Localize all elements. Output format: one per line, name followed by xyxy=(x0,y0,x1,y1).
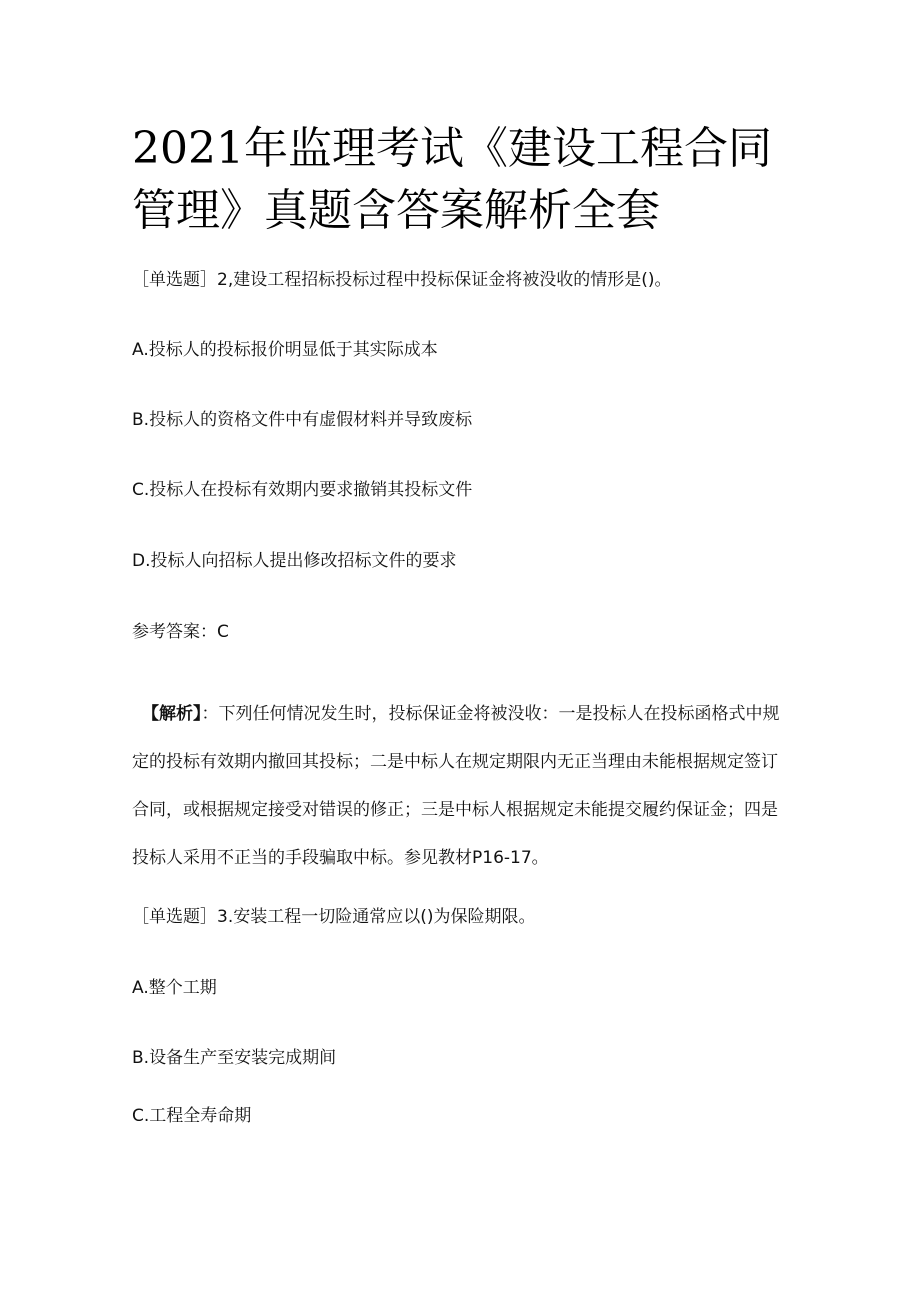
question-3-option-a: A.整个工期 xyxy=(132,978,217,998)
question-2-analysis xyxy=(132,690,794,882)
question-2-stem: ［单选题］2,建设工程招标投标过程中投标保证金将被没收的情形是()。 xyxy=(132,270,672,290)
question-2-option-d: D.投标人向招标人提出修改招标文件的要求 xyxy=(132,551,457,571)
question-3-stem: ［单选题］3.安装工程一切险通常应以()为保险期限。 xyxy=(132,907,536,927)
question-2-answer: 参考答案：C xyxy=(132,622,229,642)
question-2-option-b: B.投标人的资格文件中有虚假材料并导致废标 xyxy=(132,410,473,430)
analysis-text: ：下列任何情况发生时，投标保证金将被没收：一是投标人在投标函格式中规定的投标有效期内撤回其投标；二是中标人在规定期限内无正当理由未能根据规定签订合同，或根据规定接受对错误的修正；三是中标人根据规定未能提交履约保证金；四是投标人采用不正当的手段骗取中标。参见教材P16-17。 xyxy=(132,704,780,868)
question-3-option-c: C.工程全寿命期 xyxy=(132,1106,252,1126)
question-2-option-c: C.投标人在投标有效期内要求撤销其投标文件 xyxy=(132,480,473,500)
question-3-option-b: B.设备生产至安装完成期间 xyxy=(132,1048,337,1068)
question-2-option-a: A.投标人的投标报价明显低于其实际成本 xyxy=(132,340,438,360)
document-title: 2021年监理考试《建设工程合同管理》真题含答案解析全套 xyxy=(132,123,772,236)
analysis-label: 【解析】 xyxy=(142,704,202,724)
